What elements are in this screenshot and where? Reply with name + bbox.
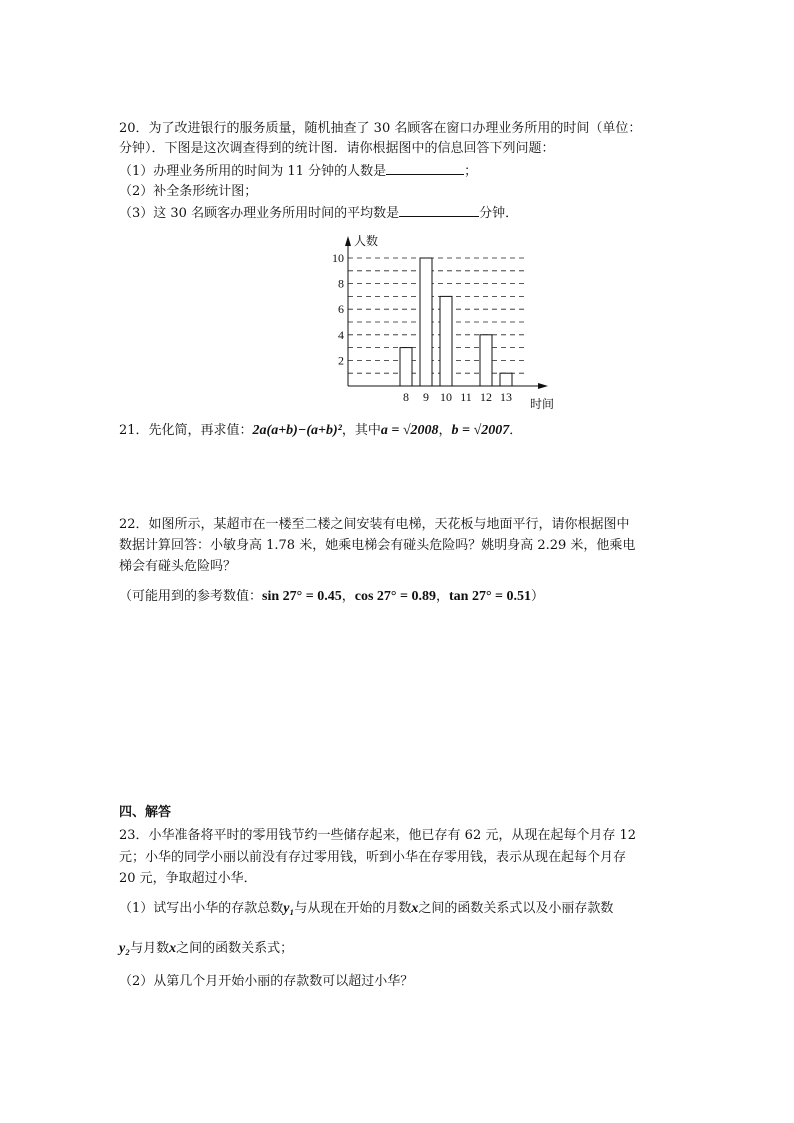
q21-end: ． (509, 423, 523, 438)
q23-line3: 20 元，争取超过小华． (119, 871, 257, 886)
bar-10 (440, 296, 452, 386)
q21-comma: ， (438, 423, 452, 438)
answer-blank-3[interactable] (399, 204, 479, 217)
y-tick-label: 8 (338, 276, 344, 291)
q21-b-value: b = √2007 (451, 423, 510, 438)
bar-13 (500, 373, 512, 386)
q20-part1-end: ； (464, 164, 478, 179)
y1-variable: y₁ (283, 901, 295, 916)
q22-reference (119, 586, 544, 608)
q21-a-value: a = √2008 (380, 423, 439, 438)
sin-value: sin 27° = 0.45 (262, 589, 342, 604)
q20-part1 (119, 162, 477, 181)
x-tick-label: 10 (440, 390, 452, 404)
answer-blank-1[interactable] (386, 162, 464, 175)
q20-part3-end: 分钟． (479, 206, 519, 221)
q20-part3-text: （3）这 30 名顾客办理业务所用时间的平均数是 (119, 206, 400, 221)
q22-line3: 梯会有碰头危险吗？ (119, 559, 237, 574)
q22-line1: 22．如图所示，某超市在一楼至二楼之间安装有电梯，天花板与地面平行，请你根据图中 (119, 517, 630, 532)
q21 (119, 420, 522, 442)
q23-part1-line1 (119, 898, 613, 920)
bar-9 (420, 258, 432, 386)
chart-grid (348, 258, 524, 373)
cos-value: cos 27° = 0.89 (354, 589, 436, 604)
q22-ref-prefix: （可能用到的参考数值： (119, 589, 263, 604)
x-tick-label: 13 (500, 390, 512, 404)
q23-line2: 元；小华的同学小丽以前没有存过零用钱，听到小华在存零用钱，表示从现在起每个月存 (119, 850, 627, 865)
q20-line1: 20．为了改进银行的服务质量，随机抽查了 30 名顾客在窗口办理业务所用的时间（单位： (119, 121, 642, 136)
x-axis-arrow (538, 383, 548, 389)
x-variable-2: x (169, 941, 177, 956)
y-tick-label: 10 (332, 251, 344, 265)
tan-value: tan 27° = 0.51 (449, 589, 532, 604)
x-axis-label: 时间 (530, 397, 555, 411)
y-axis-label: 人数 (354, 234, 379, 248)
q21-prefix: 21．先化简，再求值： (119, 423, 253, 438)
section-heading: 四、解答 (119, 805, 172, 820)
q22-line2: 数据计算回答：小敏身高 1.78 米，她乘电梯会有碰头危险吗？姚明身高 2.29 米，他乘电 (119, 538, 636, 553)
q23-p1-c: 之间的函数关系式以及小丽存款数 (418, 901, 614, 916)
q23-line1: 23．小华准备将平时的零用钱节约一些储存起来，他已存有 62 元，从现在起每个月存 12 (119, 828, 637, 843)
x-tick-label: 11 (460, 390, 472, 404)
q21-expression: 2a(a+b)−(a+b)² (252, 423, 342, 438)
y-tick-label: 4 (338, 327, 344, 342)
x-tick-label: 12 (480, 390, 492, 404)
q23-part1-line2 (119, 938, 293, 960)
x-tick-label: 9 (423, 390, 429, 404)
x-variable: x (411, 901, 419, 916)
q20-part2: （2）补全条形统计图； (119, 184, 258, 199)
q22-sep1: ， (341, 589, 355, 604)
q20-part3 (119, 204, 518, 223)
q23-p1-b: 与从现在开始的月数 (294, 901, 412, 916)
bar-8 (400, 348, 412, 386)
q23-p1-a: （1）试写出小华的存款总数 (119, 901, 284, 916)
x-tick-label: 8 (403, 390, 409, 404)
y-axis-arrow (345, 236, 351, 246)
q21-mid: ，其中 (341, 423, 381, 438)
q22-sep2: ， (435, 589, 449, 604)
q20-line2: 分钟）．下图是这次调查得到的统计图．请你根据图中的信息回答下列问题： (119, 141, 555, 156)
bar-chart (320, 230, 570, 412)
q22-ref-end: ） (531, 589, 545, 604)
y-tick-label: 2 (338, 353, 344, 368)
q23-p1-e: 之间的函数关系式； (176, 941, 294, 956)
bar-12 (480, 335, 492, 386)
q23-p1-d: 与月数 (130, 941, 170, 956)
y2-variable: y₂ (119, 941, 131, 956)
q23-part2: （2）从第几个月开始小丽的存款数可以超过小华？ (119, 974, 414, 989)
q20-part1-text: （1）办理业务所用的时间为 11 分钟的人数是 (119, 164, 387, 179)
y-tick-label: 6 (338, 302, 344, 317)
